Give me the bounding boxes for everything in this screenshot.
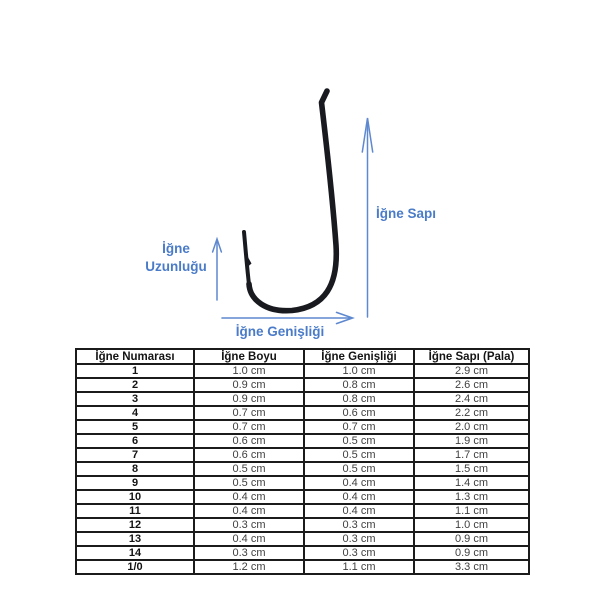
hook-number-cell: 9 <box>76 476 194 490</box>
measurement-cell: 0.9 cm <box>414 532 529 546</box>
shank-label: İğne Sapı <box>376 206 437 221</box>
hook-number-cell: 10 <box>76 490 194 504</box>
measurement-cell: 0.9 cm <box>414 546 529 560</box>
hook-number-cell: 5 <box>76 420 194 434</box>
fishing-hook-icon <box>244 91 336 311</box>
measurement-cell: 0.4 cm <box>194 504 304 518</box>
table-row <box>76 476 529 490</box>
measurement-cell: 3.3 cm <box>414 560 529 574</box>
measurement-cell: 1.4 cm <box>414 476 529 490</box>
header-row <box>76 349 529 364</box>
hook-size-table-header <box>76 349 529 364</box>
measurement-cell: 0.3 cm <box>304 532 414 546</box>
measurement-cell: 0.5 cm <box>304 462 414 476</box>
hook-number-cell: 13 <box>76 532 194 546</box>
hook-number-cell: 2 <box>76 378 194 392</box>
hook-number-cell: 14 <box>76 546 194 560</box>
table-row <box>76 406 529 420</box>
measurement-cell: 0.3 cm <box>194 518 304 532</box>
measurement-cell: 0.3 cm <box>304 546 414 560</box>
measurement-cell: 0.5 cm <box>304 434 414 448</box>
hook-number-cell: 3 <box>76 392 194 406</box>
measurement-cell: 0.9 cm <box>194 392 304 406</box>
measurement-cell: 0.7 cm <box>304 420 414 434</box>
length-label-line2: Uzunluğu <box>145 259 207 274</box>
hook-size-table <box>75 348 530 575</box>
measurement-cell: 0.7 cm <box>194 420 304 434</box>
length-label <box>126 240 226 276</box>
table-row <box>76 420 529 434</box>
measurement-cell: 0.4 cm <box>304 476 414 490</box>
length-label-line1: İğne <box>162 241 190 256</box>
table-row <box>76 546 529 560</box>
hook-number-cell: 1/0 <box>76 560 194 574</box>
measurement-cell: 0.4 cm <box>194 532 304 546</box>
measurement-cell: 0.5 cm <box>194 476 304 490</box>
table-row <box>76 490 529 504</box>
col-header-hook-number: İğne Numarası <box>76 349 194 364</box>
measurement-cell: 0.8 cm <box>304 378 414 392</box>
measurement-cell: 0.4 cm <box>304 504 414 518</box>
measurement-cell: 0.8 cm <box>304 392 414 406</box>
measurement-cell: 1.3 cm <box>414 490 529 504</box>
table-row <box>76 378 529 392</box>
measurement-cell: 0.6 cm <box>194 434 304 448</box>
measurement-cell: 0.3 cm <box>194 546 304 560</box>
measurement-cell: 1.0 cm <box>304 364 414 378</box>
measurement-cell: 0.7 cm <box>194 406 304 420</box>
table-row <box>76 434 529 448</box>
measurement-cell: 0.3 cm <box>304 518 414 532</box>
hook-number-cell: 8 <box>76 462 194 476</box>
table-row <box>76 560 529 574</box>
measurement-cell: 1.1 cm <box>414 504 529 518</box>
measurement-cell: 0.5 cm <box>194 462 304 476</box>
measurement-cell: 1.9 cm <box>414 434 529 448</box>
measurement-cell: 1.1 cm <box>304 560 414 574</box>
hook-number-cell: 4 <box>76 406 194 420</box>
width-arrow-icon <box>222 312 353 323</box>
hook-number-cell: 12 <box>76 518 194 532</box>
measurement-cell: 0.5 cm <box>304 448 414 462</box>
col-header-hook-width: İğne Genişliği <box>304 349 414 364</box>
measurement-cell: 1.0 cm <box>194 364 304 378</box>
col-header-hook-length: İğne Boyu <box>194 349 304 364</box>
measurement-cell: 0.4 cm <box>194 490 304 504</box>
measurement-cell: 0.6 cm <box>194 448 304 462</box>
measurement-cell: 2.9 cm <box>414 364 529 378</box>
shank-arrow-icon <box>362 118 372 317</box>
hook-number-cell: 6 <box>76 434 194 448</box>
measurement-cell: 1.0 cm <box>414 518 529 532</box>
measurement-cell: 0.6 cm <box>304 406 414 420</box>
table-row <box>76 364 529 378</box>
table-row <box>76 504 529 518</box>
hook-barb <box>245 253 251 269</box>
table-row <box>76 392 529 406</box>
hook-number-cell: 11 <box>76 504 194 518</box>
measurement-cell: 1.2 cm <box>194 560 304 574</box>
hook-size-table-body <box>76 364 529 574</box>
measurement-cell: 0.4 cm <box>304 490 414 504</box>
table-row <box>76 448 529 462</box>
width-label: İğne Genişliği <box>235 324 325 339</box>
hook-number-cell: 1 <box>76 364 194 378</box>
measurement-cell: 1.7 cm <box>414 448 529 462</box>
table-row <box>76 462 529 476</box>
col-header-hook-shank: İğne Sapı (Pala) <box>414 349 529 364</box>
table-row <box>76 532 529 546</box>
measurement-cell: 0.9 cm <box>194 378 304 392</box>
measurement-cell: 2.2 cm <box>414 406 529 420</box>
hook-number-cell: 7 <box>76 448 194 462</box>
measurement-cell: 2.0 cm <box>414 420 529 434</box>
table-row <box>76 518 529 532</box>
measurement-cell: 1.5 cm <box>414 462 529 476</box>
measurement-cell: 2.6 cm <box>414 378 529 392</box>
measurement-cell: 2.4 cm <box>414 392 529 406</box>
